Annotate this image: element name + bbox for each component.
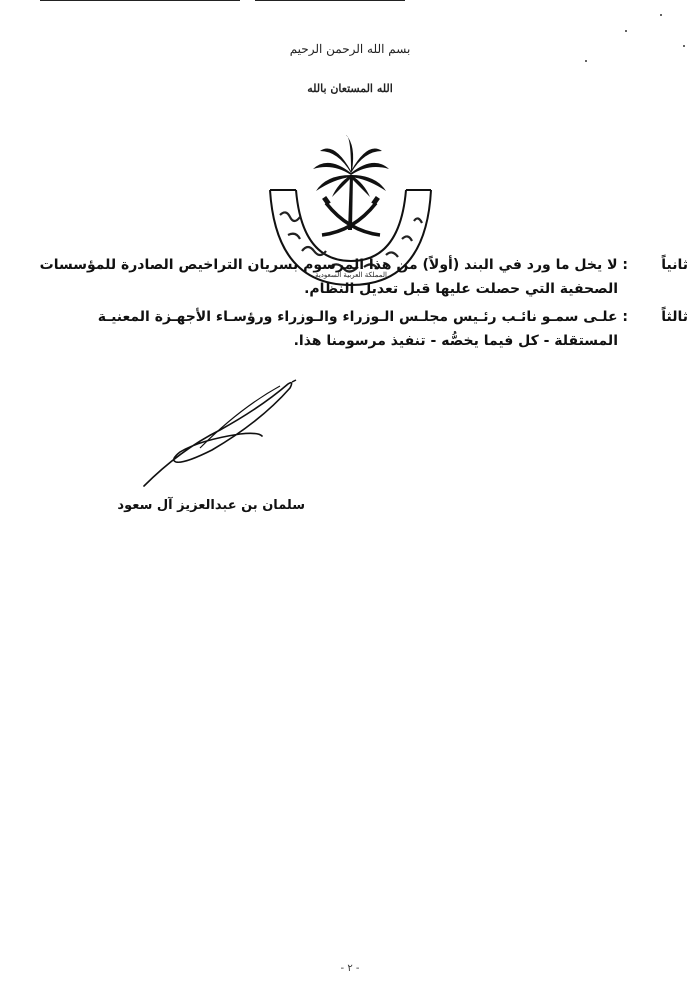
top-border-line (255, 0, 405, 1)
clause-text (23, 253, 628, 301)
signer-name: سلمان بن عبدالعزيز آل سعود (117, 498, 305, 513)
clause-third (23, 305, 688, 353)
emblem-text: المملكة العربية السعودية (315, 271, 387, 279)
clause-line: الصحفية التي حصلت عليها قبل تعديل النظام. (304, 281, 618, 297)
top-border-line (40, 0, 240, 1)
clause-line: المستقلة - كل فيما يخصُّه - تنفيذ مرسومنا هذا. (293, 333, 618, 349)
handwritten-signature (140, 378, 300, 493)
clause-label: ثانياً (661, 257, 688, 273)
clause-line: : علـى سمـو نائـب رئـيس مجلـس الـوزراء والـوزراء ورؤسـاء الأجهـزة المعنيـة (97, 309, 628, 325)
clause-label: ثالثاً (661, 309, 688, 325)
scan-speck (660, 14, 662, 16)
clause-text (23, 305, 628, 353)
clause-line: : لا يخل ما ورد في البند (أولاً) من هذا المرسوم بسريان التراخيص الصادرة للمؤسسات (39, 257, 628, 273)
royal-signature-motto: الله المستعان بالله (307, 82, 393, 95)
decree-body (23, 253, 688, 357)
scan-speck (625, 30, 627, 32)
page-number: - ٢ - (340, 963, 360, 974)
clause-second (23, 253, 688, 301)
basmala: بسم الله الرحمن الرحيم (289, 42, 411, 56)
